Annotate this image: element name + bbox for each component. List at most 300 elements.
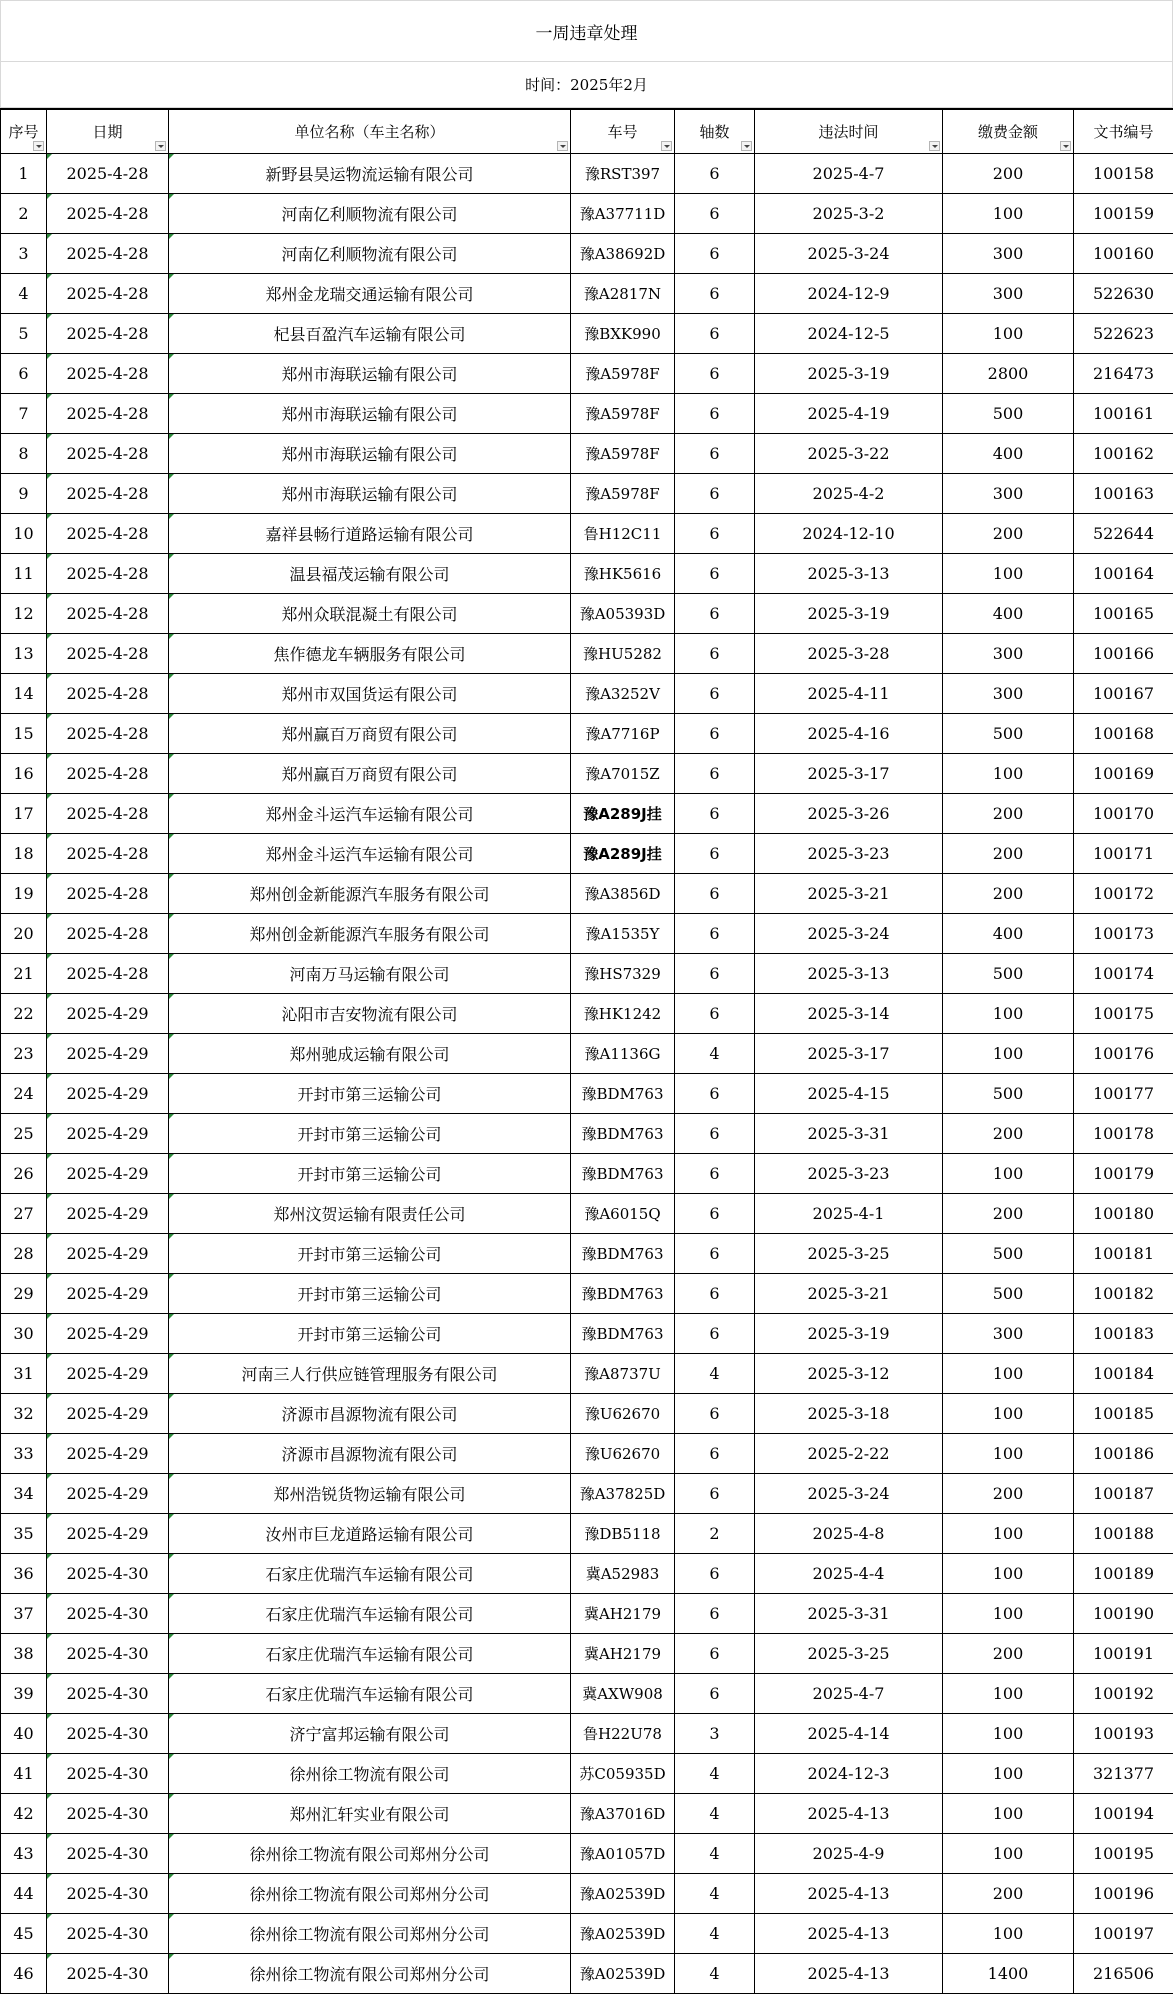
cell-violation-date[interactable]: 2025-3-31	[755, 1114, 943, 1154]
cell-date[interactable]: 2025-4-28	[47, 434, 169, 474]
cell-doc-no[interactable]: 100185	[1074, 1394, 1173, 1434]
cell-doc-no[interactable]: 100191	[1074, 1634, 1173, 1674]
cell-plate[interactable]: 豫BDM763	[571, 1314, 675, 1354]
cell-plate[interactable]: 豫A38692D	[571, 234, 675, 274]
cell-plate[interactable]: 豫HS7329	[571, 954, 675, 994]
cell-violation-date[interactable]: 2025-2-22	[755, 1434, 943, 1474]
cell-plate[interactable]: 豫BDM763	[571, 1154, 675, 1194]
cell-violation-date[interactable]: 2025-4-7	[755, 1674, 943, 1714]
cell-no[interactable]: 13	[1, 634, 47, 674]
filter-dropdown-icon[interactable]	[155, 141, 166, 151]
cell-doc-no[interactable]: 100181	[1074, 1234, 1173, 1274]
cell-axles[interactable]: 6	[675, 1234, 755, 1274]
cell-plate[interactable]: 鲁H12C11	[571, 514, 675, 554]
cell-date[interactable]: 2025-4-28	[47, 194, 169, 234]
cell-violation-date[interactable]: 2025-3-19	[755, 354, 943, 394]
cell-axles[interactable]: 6	[675, 514, 755, 554]
cell-doc-no[interactable]: 522630	[1074, 274, 1173, 314]
cell-company[interactable]: 徐州徐工物流有限公司郑州分公司	[169, 1954, 571, 1994]
cell-plate[interactable]: 冀A52983	[571, 1554, 675, 1594]
cell-company[interactable]: 新野县昊运物流运输有限公司	[169, 154, 571, 194]
cell-violation-date[interactable]: 2025-3-12	[755, 1354, 943, 1394]
cell-doc-no[interactable]: 100171	[1074, 834, 1173, 874]
cell-date[interactable]: 2025-4-28	[47, 394, 169, 434]
cell-doc-no[interactable]: 100197	[1074, 1914, 1173, 1954]
cell-plate[interactable]: 豫A3856D	[571, 874, 675, 914]
cell-no[interactable]: 19	[1, 874, 47, 914]
cell-violation-date[interactable]: 2025-4-13	[755, 1794, 943, 1834]
header-amount[interactable]	[943, 109, 1074, 154]
cell-date[interactable]: 2025-4-30	[47, 1594, 169, 1634]
cell-amount[interactable]: 100	[943, 1354, 1074, 1394]
cell-date[interactable]: 2025-4-29	[47, 1234, 169, 1274]
cell-company[interactable]: 郑州市海联运输有限公司	[169, 434, 571, 474]
cell-doc-no[interactable]: 100183	[1074, 1314, 1173, 1354]
cell-doc-no[interactable]: 100186	[1074, 1434, 1173, 1474]
cell-date[interactable]: 2025-4-29	[47, 1074, 169, 1114]
cell-date[interactable]: 2025-4-29	[47, 1114, 169, 1154]
cell-violation-date[interactable]: 2025-3-22	[755, 434, 943, 474]
cell-no[interactable]: 18	[1, 834, 47, 874]
cell-doc-no[interactable]: 100189	[1074, 1554, 1173, 1594]
cell-axles[interactable]: 6	[675, 474, 755, 514]
cell-amount[interactable]: 100	[943, 994, 1074, 1034]
cell-no[interactable]: 24	[1, 1074, 47, 1114]
cell-violation-date[interactable]: 2025-3-21	[755, 874, 943, 914]
cell-axles[interactable]: 6	[675, 394, 755, 434]
cell-no[interactable]: 9	[1, 474, 47, 514]
cell-company[interactable]: 嘉祥县畅行道路运输有限公司	[169, 514, 571, 554]
filter-dropdown-icon[interactable]	[741, 141, 752, 151]
cell-doc-no[interactable]: 100194	[1074, 1794, 1173, 1834]
cell-doc-no[interactable]: 100176	[1074, 1034, 1173, 1074]
cell-plate[interactable]: 豫A5978F	[571, 354, 675, 394]
cell-plate[interactable]: 豫A289J挂	[571, 794, 675, 834]
cell-amount[interactable]: 300	[943, 274, 1074, 314]
cell-violation-date[interactable]: 2025-4-1	[755, 1194, 943, 1234]
cell-no[interactable]: 43	[1, 1834, 47, 1874]
cell-violation-date[interactable]: 2025-4-2	[755, 474, 943, 514]
cell-date[interactable]: 2025-4-29	[47, 1354, 169, 1394]
cell-amount[interactable]: 500	[943, 954, 1074, 994]
cell-no[interactable]: 12	[1, 594, 47, 634]
cell-date[interactable]: 2025-4-29	[47, 1314, 169, 1354]
cell-violation-date[interactable]: 2025-3-13	[755, 954, 943, 994]
cell-doc-no[interactable]: 100162	[1074, 434, 1173, 474]
cell-company[interactable]: 河南亿利顺物流有限公司	[169, 194, 571, 234]
cell-date[interactable]: 2025-4-30	[47, 1554, 169, 1594]
header-no[interactable]	[1, 109, 47, 154]
cell-company[interactable]: 温县福茂运输有限公司	[169, 554, 571, 594]
cell-amount[interactable]: 100	[943, 1434, 1074, 1474]
header-doc-no[interactable]	[1074, 109, 1173, 154]
cell-axles[interactable]: 6	[675, 834, 755, 874]
cell-axles[interactable]: 6	[675, 1154, 755, 1194]
cell-no[interactable]: 45	[1, 1914, 47, 1954]
cell-no[interactable]: 42	[1, 1794, 47, 1834]
cell-violation-date[interactable]: 2025-3-28	[755, 634, 943, 674]
cell-date[interactable]: 2025-4-28	[47, 514, 169, 554]
cell-violation-date[interactable]: 2025-3-2	[755, 194, 943, 234]
cell-company[interactable]: 徐州徐工物流有限公司	[169, 1754, 571, 1794]
cell-doc-no[interactable]: 100164	[1074, 554, 1173, 594]
cell-plate[interactable]: 豫A7716P	[571, 714, 675, 754]
cell-plate[interactable]: 冀AH2179	[571, 1634, 675, 1674]
cell-plate[interactable]: 豫DB5118	[571, 1514, 675, 1554]
cell-violation-date[interactable]: 2025-3-21	[755, 1274, 943, 1314]
cell-company[interactable]: 焦作德龙车辆服务有限公司	[169, 634, 571, 674]
cell-violation-date[interactable]: 2025-4-13	[755, 1914, 943, 1954]
cell-amount[interactable]: 300	[943, 474, 1074, 514]
cell-violation-date[interactable]: 2025-4-9	[755, 1834, 943, 1874]
cell-no[interactable]: 28	[1, 1234, 47, 1274]
cell-axles[interactable]: 6	[675, 874, 755, 914]
cell-violation-date[interactable]: 2025-3-17	[755, 754, 943, 794]
cell-axles[interactable]: 6	[675, 714, 755, 754]
cell-no[interactable]: 6	[1, 354, 47, 394]
cell-plate[interactable]: 豫BDM763	[571, 1274, 675, 1314]
cell-company[interactable]: 济源市昌源物流有限公司	[169, 1394, 571, 1434]
cell-axles[interactable]: 6	[675, 914, 755, 954]
cell-doc-no[interactable]: 216473	[1074, 354, 1173, 394]
cell-no[interactable]: 37	[1, 1594, 47, 1634]
cell-company[interactable]: 石家庄优瑞汽车运输有限公司	[169, 1674, 571, 1714]
cell-violation-date[interactable]: 2025-3-26	[755, 794, 943, 834]
cell-amount[interactable]: 200	[943, 1874, 1074, 1914]
cell-date[interactable]: 2025-4-28	[47, 794, 169, 834]
cell-violation-date[interactable]: 2025-3-18	[755, 1394, 943, 1434]
cell-plate[interactable]: 豫A02539D	[571, 1954, 675, 1994]
cell-violation-date[interactable]: 2024-12-5	[755, 314, 943, 354]
cell-violation-date[interactable]: 2024-12-9	[755, 274, 943, 314]
cell-plate[interactable]: 豫A37016D	[571, 1794, 675, 1834]
cell-doc-no[interactable]: 100182	[1074, 1274, 1173, 1314]
cell-no[interactable]: 44	[1, 1874, 47, 1914]
cell-no[interactable]: 40	[1, 1714, 47, 1754]
cell-amount[interactable]: 200	[943, 1474, 1074, 1514]
cell-company[interactable]: 济宁富邦运输有限公司	[169, 1714, 571, 1754]
cell-no[interactable]: 22	[1, 994, 47, 1034]
cell-no[interactable]: 30	[1, 1314, 47, 1354]
cell-plate[interactable]: 豫A02539D	[571, 1874, 675, 1914]
cell-amount[interactable]: 200	[943, 154, 1074, 194]
cell-amount[interactable]: 400	[943, 594, 1074, 634]
cell-amount[interactable]: 500	[943, 394, 1074, 434]
cell-violation-date[interactable]: 2025-4-8	[755, 1514, 943, 1554]
cell-violation-date[interactable]: 2025-4-4	[755, 1554, 943, 1594]
cell-amount[interactable]: 200	[943, 794, 1074, 834]
cell-violation-date[interactable]: 2025-3-19	[755, 594, 943, 634]
cell-no[interactable]: 23	[1, 1034, 47, 1074]
cell-plate[interactable]: 豫A37711D	[571, 194, 675, 234]
cell-company[interactable]: 郑州市海联运输有限公司	[169, 394, 571, 434]
cell-no[interactable]: 15	[1, 714, 47, 754]
cell-doc-no[interactable]: 100170	[1074, 794, 1173, 834]
cell-plate[interactable]: 豫A8737U	[571, 1354, 675, 1394]
cell-no[interactable]: 17	[1, 794, 47, 834]
cell-no[interactable]: 14	[1, 674, 47, 714]
filter-dropdown-icon[interactable]	[1060, 141, 1071, 151]
cell-company[interactable]: 郑州汇轩实业有限公司	[169, 1794, 571, 1834]
cell-violation-date[interactable]: 2025-4-19	[755, 394, 943, 434]
cell-company[interactable]: 郑州赢百万商贸有限公司	[169, 714, 571, 754]
cell-date[interactable]: 2025-4-30	[47, 1714, 169, 1754]
cell-date[interactable]: 2025-4-28	[47, 234, 169, 274]
cell-no[interactable]: 41	[1, 1754, 47, 1794]
cell-violation-date[interactable]: 2025-3-25	[755, 1234, 943, 1274]
cell-violation-date[interactable]: 2025-4-13	[755, 1874, 943, 1914]
cell-date[interactable]: 2025-4-29	[47, 1434, 169, 1474]
cell-company[interactable]: 开封市第三运输公司	[169, 1274, 571, 1314]
cell-date[interactable]: 2025-4-30	[47, 1634, 169, 1674]
cell-axles[interactable]: 6	[675, 154, 755, 194]
cell-axles[interactable]: 4	[675, 1794, 755, 1834]
filter-dropdown-icon[interactable]	[929, 141, 940, 151]
cell-date[interactable]: 2025-4-30	[47, 1874, 169, 1914]
cell-company[interactable]: 徐州徐工物流有限公司郑州分公司	[169, 1914, 571, 1954]
cell-axles[interactable]: 6	[675, 354, 755, 394]
cell-no[interactable]: 1	[1, 154, 47, 194]
cell-no[interactable]: 2	[1, 194, 47, 234]
cell-plate[interactable]: 豫BDM763	[571, 1114, 675, 1154]
cell-no[interactable]: 29	[1, 1274, 47, 1314]
cell-company[interactable]: 石家庄优瑞汽车运输有限公司	[169, 1634, 571, 1674]
cell-company[interactable]: 济源市昌源物流有限公司	[169, 1434, 571, 1474]
cell-date[interactable]: 2025-4-30	[47, 1954, 169, 1994]
cell-plate[interactable]: 豫A7015Z	[571, 754, 675, 794]
cell-doc-no[interactable]: 100163	[1074, 474, 1173, 514]
cell-axles[interactable]: 4	[675, 1034, 755, 1074]
cell-doc-no[interactable]: 100193	[1074, 1714, 1173, 1754]
header-axles[interactable]	[675, 109, 755, 154]
cell-plate[interactable]: 豫BDM763	[571, 1074, 675, 1114]
cell-no[interactable]: 46	[1, 1954, 47, 1994]
cell-company[interactable]: 杞县百盈汽车运输有限公司	[169, 314, 571, 354]
cell-axles[interactable]: 6	[675, 634, 755, 674]
cell-date[interactable]: 2025-4-28	[47, 674, 169, 714]
cell-doc-no[interactable]: 100161	[1074, 394, 1173, 434]
cell-company[interactable]: 郑州浩锐货物运输有限公司	[169, 1474, 571, 1514]
header-company[interactable]	[169, 109, 571, 154]
cell-amount[interactable]: 100	[943, 754, 1074, 794]
cell-violation-date[interactable]: 2025-3-13	[755, 554, 943, 594]
cell-axles[interactable]: 6	[675, 1194, 755, 1234]
cell-axles[interactable]: 6	[675, 1074, 755, 1114]
cell-axles[interactable]: 6	[675, 1434, 755, 1474]
cell-axles[interactable]: 6	[675, 194, 755, 234]
cell-no[interactable]: 11	[1, 554, 47, 594]
cell-no[interactable]: 4	[1, 274, 47, 314]
cell-amount[interactable]: 400	[943, 434, 1074, 474]
cell-amount[interactable]: 100	[943, 1834, 1074, 1874]
cell-violation-date[interactable]: 2025-3-31	[755, 1594, 943, 1634]
cell-no[interactable]: 20	[1, 914, 47, 954]
cell-company[interactable]: 开封市第三运输公司	[169, 1234, 571, 1274]
cell-amount[interactable]: 400	[943, 914, 1074, 954]
cell-doc-no[interactable]: 522623	[1074, 314, 1173, 354]
cell-amount[interactable]: 200	[943, 1634, 1074, 1674]
cell-no[interactable]: 36	[1, 1554, 47, 1594]
cell-company[interactable]: 河南亿利顺物流有限公司	[169, 234, 571, 274]
cell-axles[interactable]: 6	[675, 674, 755, 714]
cell-date[interactable]: 2025-4-28	[47, 834, 169, 874]
cell-company[interactable]: 郑州创金新能源汽车服务有限公司	[169, 914, 571, 954]
cell-date[interactable]: 2025-4-30	[47, 1754, 169, 1794]
cell-plate[interactable]: 冀AXW908	[571, 1674, 675, 1714]
cell-amount[interactable]: 100	[943, 1554, 1074, 1594]
cell-violation-date[interactable]: 2025-3-14	[755, 994, 943, 1034]
cell-doc-no[interactable]: 100168	[1074, 714, 1173, 754]
cell-plate[interactable]: 豫A1136G	[571, 1034, 675, 1074]
header-plate[interactable]	[571, 109, 675, 154]
cell-amount[interactable]: 200	[943, 834, 1074, 874]
cell-amount[interactable]: 200	[943, 874, 1074, 914]
cell-company[interactable]: 郑州众联混凝土有限公司	[169, 594, 571, 634]
cell-plate[interactable]: 豫A6015Q	[571, 1194, 675, 1234]
cell-axles[interactable]: 6	[675, 1554, 755, 1594]
cell-plate[interactable]: 豫A01057D	[571, 1834, 675, 1874]
cell-plate[interactable]: 豫A2817N	[571, 274, 675, 314]
cell-axles[interactable]: 4	[675, 1834, 755, 1874]
cell-no[interactable]: 27	[1, 1194, 47, 1234]
cell-amount[interactable]: 100	[943, 1154, 1074, 1194]
cell-doc-no[interactable]: 100188	[1074, 1514, 1173, 1554]
cell-date[interactable]: 2025-4-29	[47, 994, 169, 1034]
cell-plate[interactable]: 豫HK1242	[571, 994, 675, 1034]
cell-axles[interactable]: 6	[675, 434, 755, 474]
cell-date[interactable]: 2025-4-30	[47, 1834, 169, 1874]
cell-date[interactable]: 2025-4-29	[47, 1394, 169, 1434]
cell-amount[interactable]: 100	[943, 314, 1074, 354]
cell-violation-date[interactable]: 2025-3-23	[755, 1154, 943, 1194]
cell-violation-date[interactable]: 2025-4-15	[755, 1074, 943, 1114]
cell-plate[interactable]: 豫BDM763	[571, 1234, 675, 1274]
cell-company[interactable]: 河南万马运输有限公司	[169, 954, 571, 994]
cell-violation-date[interactable]: 2025-3-23	[755, 834, 943, 874]
cell-no[interactable]: 10	[1, 514, 47, 554]
cell-axles[interactable]: 6	[675, 1474, 755, 1514]
cell-doc-no[interactable]: 100166	[1074, 634, 1173, 674]
cell-company[interactable]: 郑州市双国货运有限公司	[169, 674, 571, 714]
cell-plate[interactable]: 苏C05935D	[571, 1754, 675, 1794]
cell-date[interactable]: 2025-4-29	[47, 1034, 169, 1074]
cell-doc-no[interactable]: 100184	[1074, 1354, 1173, 1394]
cell-date[interactable]: 2025-4-30	[47, 1674, 169, 1714]
cell-no[interactable]: 25	[1, 1114, 47, 1154]
cell-violation-date[interactable]: 2025-4-11	[755, 674, 943, 714]
cell-no[interactable]: 35	[1, 1514, 47, 1554]
cell-amount[interactable]: 500	[943, 1274, 1074, 1314]
cell-date[interactable]: 2025-4-28	[47, 754, 169, 794]
cell-no[interactable]: 3	[1, 234, 47, 274]
cell-doc-no[interactable]: 100165	[1074, 594, 1173, 634]
cell-axles[interactable]: 6	[675, 1634, 755, 1674]
cell-doc-no[interactable]: 100180	[1074, 1194, 1173, 1234]
cell-violation-date[interactable]: 2024-12-10	[755, 514, 943, 554]
cell-date[interactable]: 2025-4-28	[47, 954, 169, 994]
cell-no[interactable]: 5	[1, 314, 47, 354]
cell-no[interactable]: 8	[1, 434, 47, 474]
cell-date[interactable]: 2025-4-28	[47, 554, 169, 594]
cell-amount[interactable]: 100	[943, 1394, 1074, 1434]
cell-violation-date[interactable]: 2025-4-16	[755, 714, 943, 754]
cell-company[interactable]: 石家庄优瑞汽车运输有限公司	[169, 1594, 571, 1634]
filter-dropdown-icon[interactable]	[557, 141, 568, 151]
cell-amount[interactable]: 200	[943, 1114, 1074, 1154]
cell-amount[interactable]: 500	[943, 714, 1074, 754]
cell-violation-date[interactable]: 2025-4-7	[755, 154, 943, 194]
cell-date[interactable]: 2025-4-28	[47, 914, 169, 954]
cell-plate[interactable]: 豫A5978F	[571, 474, 675, 514]
cell-plate[interactable]: 豫A5978F	[571, 434, 675, 474]
cell-date[interactable]: 2025-4-29	[47, 1274, 169, 1314]
cell-axles[interactable]: 6	[675, 554, 755, 594]
cell-amount[interactable]: 500	[943, 1234, 1074, 1274]
cell-violation-date[interactable]: 2025-3-24	[755, 234, 943, 274]
cell-axles[interactable]: 6	[675, 234, 755, 274]
cell-date[interactable]: 2025-4-28	[47, 474, 169, 514]
cell-company[interactable]: 开封市第三运输公司	[169, 1114, 571, 1154]
cell-company[interactable]: 河南三人行供应链管理服务有限公司	[169, 1354, 571, 1394]
cell-axles[interactable]: 6	[675, 1394, 755, 1434]
cell-axles[interactable]: 4	[675, 1754, 755, 1794]
cell-doc-no[interactable]: 216506	[1074, 1954, 1173, 1994]
cell-plate[interactable]: 豫RST397	[571, 154, 675, 194]
cell-violation-date[interactable]: 2025-3-19	[755, 1314, 943, 1354]
cell-company[interactable]: 开封市第三运输公司	[169, 1154, 571, 1194]
cell-axles[interactable]: 6	[675, 1314, 755, 1354]
cell-amount[interactable]: 300	[943, 634, 1074, 674]
cell-company[interactable]: 郑州驰成运输有限公司	[169, 1034, 571, 1074]
cell-axles[interactable]: 2	[675, 1514, 755, 1554]
filter-dropdown-icon[interactable]	[33, 141, 44, 151]
cell-violation-date[interactable]: 2025-3-24	[755, 1474, 943, 1514]
cell-doc-no[interactable]: 100187	[1074, 1474, 1173, 1514]
cell-amount[interactable]: 300	[943, 674, 1074, 714]
cell-amount[interactable]: 200	[943, 1194, 1074, 1234]
cell-doc-no[interactable]: 100158	[1074, 154, 1173, 194]
cell-amount[interactable]: 100	[943, 1754, 1074, 1794]
cell-company[interactable]: 郑州市海联运输有限公司	[169, 354, 571, 394]
cell-plate[interactable]: 豫A289J挂	[571, 834, 675, 874]
cell-company[interactable]: 开封市第三运输公司	[169, 1314, 571, 1354]
cell-doc-no[interactable]: 100169	[1074, 754, 1173, 794]
cell-amount[interactable]: 100	[943, 194, 1074, 234]
cell-amount[interactable]: 1400	[943, 1954, 1074, 1994]
cell-doc-no[interactable]: 321377	[1074, 1754, 1173, 1794]
cell-doc-no[interactable]: 100172	[1074, 874, 1173, 914]
cell-company[interactable]: 郑州汶贺运输有限责任公司	[169, 1194, 571, 1234]
header-violation-date[interactable]	[755, 109, 943, 154]
cell-axles[interactable]: 4	[675, 1914, 755, 1954]
cell-no[interactable]: 34	[1, 1474, 47, 1514]
cell-company[interactable]: 汝州市巨龙道路运输有限公司	[169, 1514, 571, 1554]
cell-date[interactable]: 2025-4-28	[47, 274, 169, 314]
cell-axles[interactable]: 3	[675, 1714, 755, 1754]
cell-company[interactable]: 郑州创金新能源汽车服务有限公司	[169, 874, 571, 914]
cell-no[interactable]: 33	[1, 1434, 47, 1474]
cell-axles[interactable]: 6	[675, 1674, 755, 1714]
cell-amount[interactable]: 200	[943, 514, 1074, 554]
cell-axles[interactable]: 6	[675, 274, 755, 314]
cell-amount[interactable]: 100	[943, 1594, 1074, 1634]
cell-date[interactable]: 2025-4-28	[47, 634, 169, 674]
cell-amount[interactable]: 100	[943, 1914, 1074, 1954]
cell-no[interactable]: 26	[1, 1154, 47, 1194]
cell-date[interactable]: 2025-4-28	[47, 154, 169, 194]
cell-no[interactable]: 38	[1, 1634, 47, 1674]
cell-doc-no[interactable]: 100196	[1074, 1874, 1173, 1914]
